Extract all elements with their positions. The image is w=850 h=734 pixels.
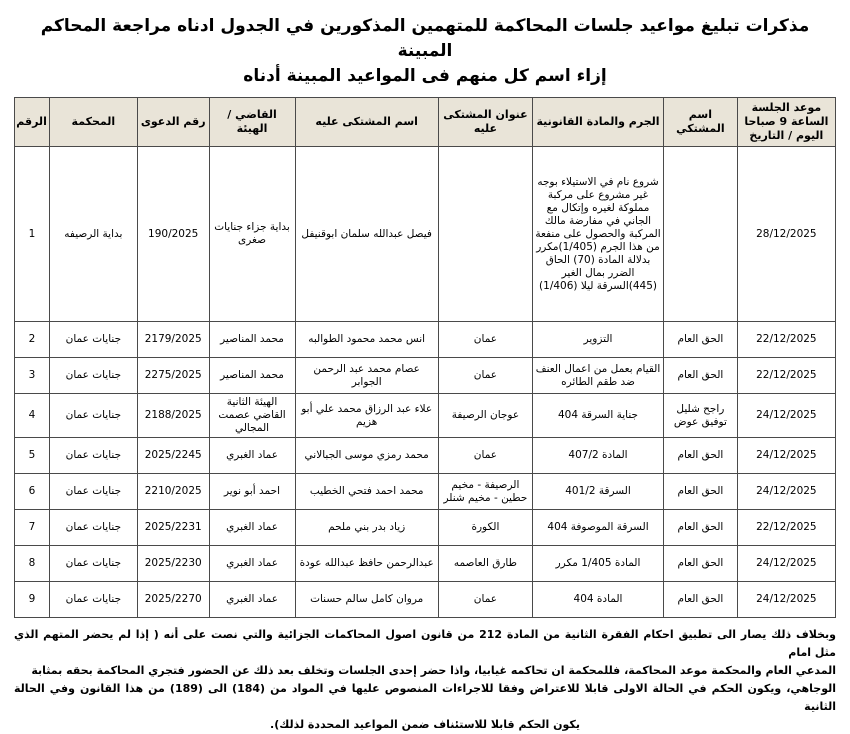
cell-judge: احمد أبو نوير bbox=[209, 474, 295, 510]
cell-number: 2 bbox=[15, 322, 50, 358]
footnote-line-1: وبخلاف ذلك يصار الى تطبيق احكام الفقرة الثانية من المادة 212 من قانون اصول المحاكمات الجزائية والتي نصت على أنه ( إذا لم يحضر المتهم الذي مثل امام bbox=[14, 628, 837, 659]
cell-charge: المادة 407/2 bbox=[533, 438, 664, 474]
cell-plaintiff: الحق العام bbox=[664, 510, 738, 546]
cell-charge: السرقة الموصوفة 404 bbox=[533, 510, 664, 546]
cell-defendant: محمد احمد فتحي الخطيب bbox=[295, 474, 438, 510]
table-row bbox=[15, 582, 836, 618]
cell-case-no: 2025/2270 bbox=[137, 582, 209, 618]
table-row bbox=[15, 438, 836, 474]
cell-charge: جناية السرقة 404 bbox=[533, 394, 664, 438]
cell-case-no: 190/2025 bbox=[137, 147, 209, 322]
cell-address: عمان bbox=[438, 582, 532, 618]
cell-address: الكورة bbox=[438, 510, 532, 546]
cell-defendant: فيصل عبدالله سلمان ابوقنيفل bbox=[295, 147, 438, 322]
cell-number: 9 bbox=[15, 582, 50, 618]
table-row bbox=[15, 358, 836, 394]
cell-judge: محمد المناصير bbox=[209, 358, 295, 394]
cell-date: 22/12/2025 bbox=[737, 322, 835, 358]
cell-defendant: انس محمد محمود الطوالبه bbox=[295, 322, 438, 358]
table-row bbox=[15, 322, 836, 358]
cell-judge: عماد الغبري bbox=[209, 546, 295, 582]
cell-defendant: عصام محمد عبد الرحمن الجوابر bbox=[295, 358, 438, 394]
column-header-date: موعد الجلسة الساعة 9 صباحا اليوم / التاريخ bbox=[737, 98, 835, 147]
cell-address bbox=[438, 147, 532, 322]
cell-court: جنايات عمان bbox=[49, 474, 137, 510]
cell-address: عمان bbox=[438, 358, 532, 394]
cell-case-no: 2210/2025 bbox=[137, 474, 209, 510]
column-header-judge: القاضي / الهيئة bbox=[209, 98, 295, 147]
cell-judge: عماد الغبري bbox=[209, 582, 295, 618]
cell-plaintiff: راجح شليل توفيق عوض bbox=[664, 394, 738, 438]
cell-number: 3 bbox=[15, 358, 50, 394]
cell-judge: محمد المناصير bbox=[209, 322, 295, 358]
cell-case-no: 2179/2025 bbox=[137, 322, 209, 358]
cell-number: 1 bbox=[15, 147, 50, 322]
cell-defendant: علاء عبد الرزاق محمد علي أبو هزيم bbox=[295, 394, 438, 438]
cell-defendant: زياد بدر بني ملحم bbox=[295, 510, 438, 546]
cell-case-no: 2025/2230 bbox=[137, 546, 209, 582]
cell-court: جنايات عمان bbox=[49, 394, 137, 438]
cell-charge: القيام بعمل من اعمال العنف ضد طقم الطائره bbox=[533, 358, 664, 394]
cell-number: 5 bbox=[15, 438, 50, 474]
column-header-defendant: اسم المشتكى عليه bbox=[295, 98, 438, 147]
cell-plaintiff: الحق العام bbox=[664, 582, 738, 618]
cell-date: 24/12/2025 bbox=[737, 474, 835, 510]
cell-date: 22/12/2025 bbox=[737, 358, 835, 394]
footnote-line-3: الوجاهي، ويكون الحكم في الحالة الاولى قابلا للاعتراض وفقا للاجراءات المنصوص عليها في المواد من (184) الى (189) من هذا القانون وفي الحالة الثانية bbox=[14, 682, 837, 713]
cell-date: 24/12/2025 bbox=[737, 582, 835, 618]
cell-number: 6 bbox=[15, 474, 50, 510]
cell-court: جنايات عمان bbox=[49, 438, 137, 474]
cell-address: عمان bbox=[438, 438, 532, 474]
cell-court: جنايات عمان bbox=[49, 582, 137, 618]
cell-plaintiff: الحق العام bbox=[664, 474, 738, 510]
column-header-plaintiff: اسم المشتكي bbox=[664, 98, 738, 147]
cell-defendant: محمد رمزي موسى الجبالاني bbox=[295, 438, 438, 474]
cell-court: جنايات عمان bbox=[49, 546, 137, 582]
cell-address: عوجان الرصيفة bbox=[438, 394, 532, 438]
cell-date: 28/12/2025 bbox=[737, 147, 835, 322]
cell-address: عمان bbox=[438, 322, 532, 358]
table-row bbox=[15, 474, 836, 510]
page-title bbox=[14, 14, 836, 89]
title-line-2: إزاء اسم كل منهم فى المواعيد المبينة أدناه bbox=[243, 66, 607, 86]
cell-court: جنايات عمان bbox=[49, 322, 137, 358]
cell-judge: عماد الغبري bbox=[209, 510, 295, 546]
cell-number: 4 bbox=[15, 394, 50, 438]
cell-address: الرصيفة - مخيم حطين - مخيم شنلر bbox=[438, 474, 532, 510]
cell-plaintiff: الحق العام bbox=[664, 358, 738, 394]
table-row bbox=[15, 546, 836, 582]
title-line-1: مذكرات تبليغ مواعيد جلسات المحاكمة للمتهمين المذكورين في الجدول ادناه مراجعة المحاكم المبينة bbox=[40, 16, 810, 61]
cell-case-no: 2025/2231 bbox=[137, 510, 209, 546]
cell-date: 24/12/2025 bbox=[737, 546, 835, 582]
column-header-charge: الجرم والمادة القانونية bbox=[533, 98, 664, 147]
table-row bbox=[15, 510, 836, 546]
cell-judge: بداية جزاء جنايات صغرى bbox=[209, 147, 295, 322]
cell-plaintiff: الحق العام bbox=[664, 438, 738, 474]
cell-date: 24/12/2025 bbox=[737, 438, 835, 474]
footnote-line-4: يكون الحكم قابلا للاستئناف ضمن المواعيد المحددة لذلك). bbox=[270, 718, 580, 731]
cell-plaintiff: الحق العام bbox=[664, 322, 738, 358]
cell-date: 22/12/2025 bbox=[737, 510, 835, 546]
column-header-number: الرقم bbox=[15, 98, 50, 147]
cell-case-no: 2275/2025 bbox=[137, 358, 209, 394]
cell-court: جنايات عمان bbox=[49, 510, 137, 546]
cell-charge: شروع نام في الاستيلاء بوجه غير مشروع على مركبة مملوكة لغيره وإتكال مع الجاني في مفارضة مالك المركبة والحصول على منفعة من هذا الجرم (1/405)مكرر بدلالة المادة (70) الحاق الضرر بمال الغير (445)السرقة ليلا (1/406) bbox=[533, 147, 664, 322]
cell-address: طارق العاصمه bbox=[438, 546, 532, 582]
cell-judge: الهيئة الثانية القاضي عصمت المجالي bbox=[209, 394, 295, 438]
cell-charge: التزوير bbox=[533, 322, 664, 358]
column-header-case-no: رقم الدعوى bbox=[137, 98, 209, 147]
cell-court: جنايات عمان bbox=[49, 358, 137, 394]
cell-charge: السرقة 401/2 bbox=[533, 474, 664, 510]
cell-case-no: 2188/2025 bbox=[137, 394, 209, 438]
cell-case-no: 2025/2245 bbox=[137, 438, 209, 474]
court-sessions-table bbox=[14, 97, 836, 618]
cell-charge: المادة 404 bbox=[533, 582, 664, 618]
cell-plaintiff bbox=[664, 147, 738, 322]
column-header-court: المحكمة bbox=[49, 98, 137, 147]
column-header-address: عنوان المشتكى عليه bbox=[438, 98, 532, 147]
cell-defendant: مروان كامل سالم حسنات bbox=[295, 582, 438, 618]
table-header-row bbox=[15, 98, 836, 147]
cell-plaintiff: الحق العام bbox=[664, 546, 738, 582]
cell-date: 24/12/2025 bbox=[737, 394, 835, 438]
footnote-line-2: المدعي العام والمحكمة موعد المحاكمة، فللمحكمة ان تحاكمه غيابيا، واذا حضر إحدى الجلسات وتخلف بعد ذلك عن الحضور فتجري المحاكمة بحقه بمثابة bbox=[31, 664, 836, 677]
cell-court: بداية الرصيفه bbox=[49, 147, 137, 322]
table-row bbox=[15, 394, 836, 438]
cell-number: 7 bbox=[15, 510, 50, 546]
cell-number: 8 bbox=[15, 546, 50, 582]
cell-charge: المادة 1/405 مكرر bbox=[533, 546, 664, 582]
cell-judge: عماد الغبري bbox=[209, 438, 295, 474]
table-row bbox=[15, 147, 836, 322]
cell-defendant: عبدالرحمن حافظ عبدالله عودة bbox=[295, 546, 438, 582]
footnote bbox=[14, 626, 836, 734]
